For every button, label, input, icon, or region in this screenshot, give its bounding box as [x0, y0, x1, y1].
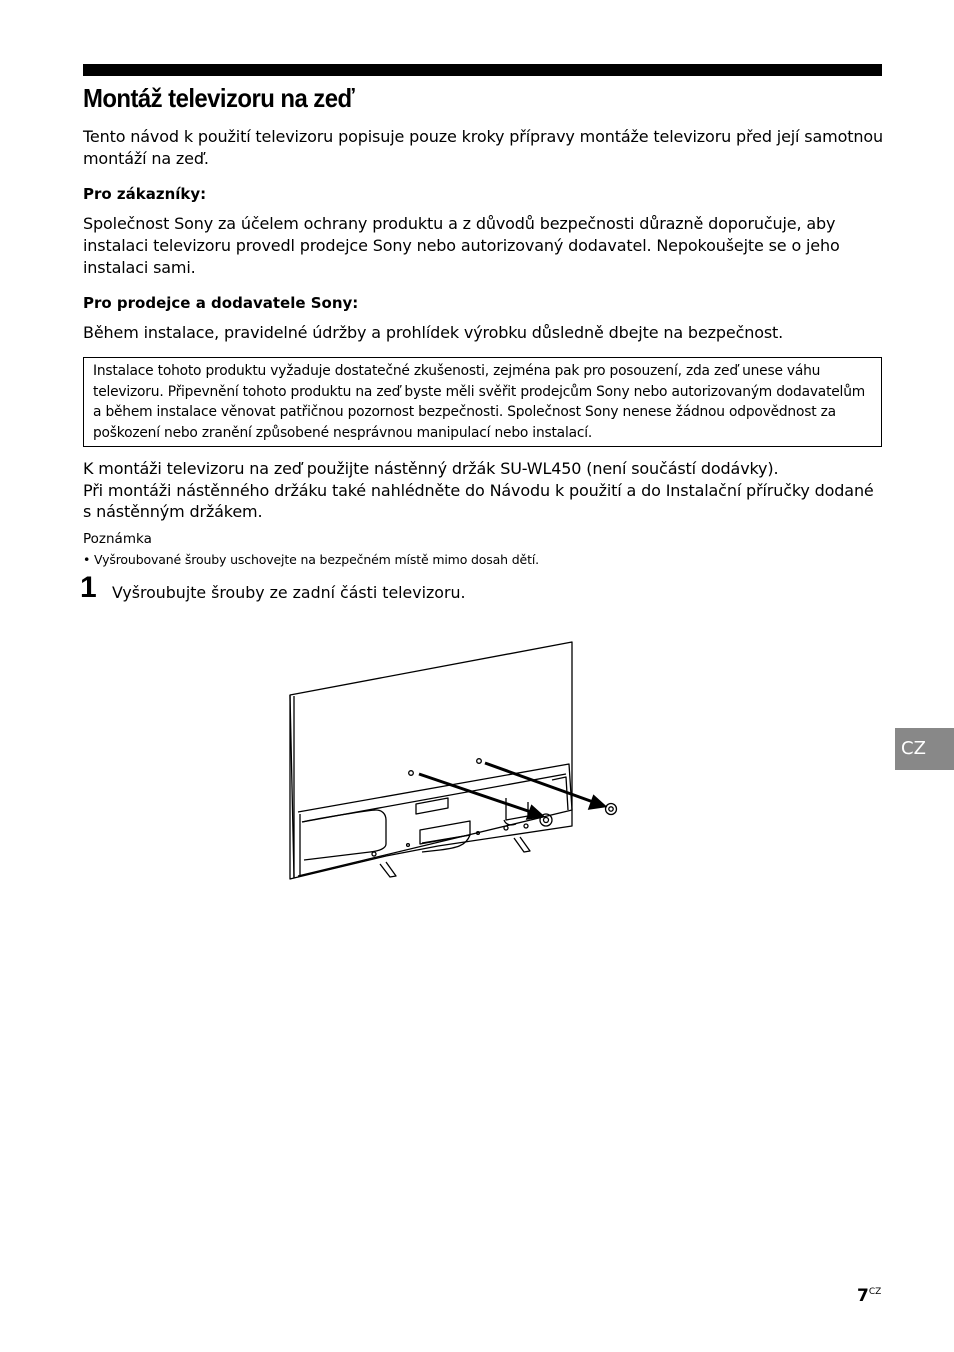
right-stand-leg [514, 837, 530, 852]
safety-warning-box: Instalace tohoto produktu vyžaduje dostatečné zkušenosti, zejména pak pro posouzení, zda zeď unese váhu televizoru. Připevnění tohoto produktu na zeď byste měli svěřit prodejcům Sony nebo autorizovaným dodavatelům a během instalace věnovat patřičnou pozornost bezpečnosti. Společnost Sony nenese žádnou odpovědnost za poškození nebo zranění způsobené nesprávnou manipulací nebo instalací. [83, 357, 882, 447]
dealers-heading: Pro prodejce a dodavatele Sony: [83, 294, 359, 312]
note-label: Poznámka [83, 531, 152, 547]
page-number [857, 1281, 881, 1307]
customers-paragraph: Společnost Sony za účelem ochrany produktu a z důvodů bezpečnosti důrazně doporučuje, aby instalaci televizoru provedl prodejce Sony nebo autorizovaný dodavatel. Nepokoušejte se o jeho instalaci sami. [83, 214, 840, 277]
removed-screw [606, 804, 617, 815]
left-stand-leg [380, 862, 396, 877]
note-item: • Vyšroubované šrouby uschovejte na bezpečném místě mimo dosah dětí. [83, 552, 539, 567]
page-number-value: 7 [857, 1286, 869, 1306]
step-instruction: Vyšroubujte šrouby ze zadní části televizoru. [112, 583, 466, 602]
page-title: Montáž televizoru na zeď [83, 83, 355, 113]
title-rule [83, 64, 882, 76]
language-tab: CZ [895, 728, 954, 770]
intro-paragraph: Tento návod k použití televizoru popisuje pouze kroky přípravy montáže televizoru před její samotnou montáží na zeď. [83, 127, 883, 168]
page-number-suffix: CZ [868, 1287, 882, 1297]
customers-heading: Pro zákazníky: [83, 185, 207, 203]
bracket-info-line2: Při montáži nástěnného držáku také nahlédněte do Návodu k použití a do Instalační příručky dodané s nástěnným držákem. [83, 481, 874, 521]
tv-rear-screws-illustration [280, 632, 620, 888]
bracket-info-line1: K montáži televizoru na zeď použijte nástěnný držák SU-WL450 (není součástí dodávky). [83, 459, 779, 478]
dealers-paragraph: Během instalace, pravidelné údržby a prohlídek výrobku důsledně dbejte na bezpečnost. [83, 323, 784, 342]
step-number: 1 [80, 571, 97, 604]
